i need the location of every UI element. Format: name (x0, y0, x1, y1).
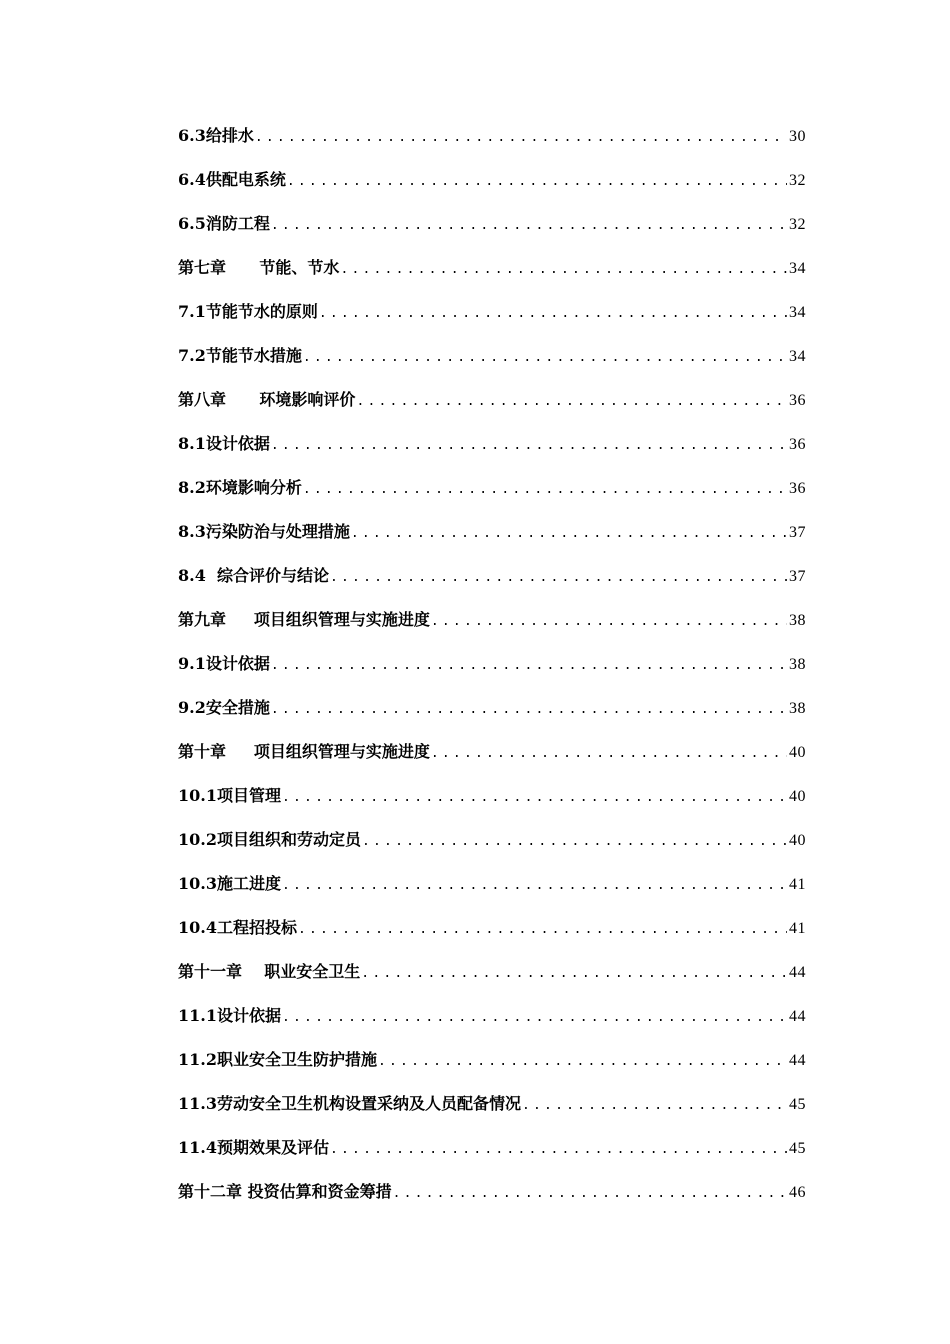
toc-entry[interactable] (178, 915, 806, 959)
toc-entry[interactable] (178, 871, 806, 915)
toc-entry[interactable] (178, 1091, 806, 1135)
toc-entry-title: 第十一章 职业安全卫生 (178, 962, 361, 981)
toc-dot-leader (378, 1049, 787, 1075)
toc-entry-page: 34 (789, 348, 806, 365)
toc-entry-page: 32 (789, 216, 806, 233)
toc-entry-title: 6.3给排水 (178, 126, 254, 145)
toc-dot-leader (271, 653, 787, 679)
toc-entry-page: 45 (789, 1140, 806, 1157)
toc-entry-page: 45 (789, 1096, 806, 1113)
toc-entry-title: 7.1节能节水的原则 (178, 302, 318, 321)
toc-entry-title: 第八章 环境影响评价 (178, 390, 356, 409)
toc-entry-page: 46 (789, 1184, 806, 1201)
toc-entry-title: 第十二章 投资估算和资金筹措 (178, 1182, 392, 1201)
toc-entry[interactable] (178, 827, 806, 871)
toc-entry[interactable] (178, 1003, 806, 1047)
toc-chapter-entry[interactable] (178, 607, 806, 651)
toc-entry-title: 11.2职业安全卫生防护措施 (178, 1050, 377, 1069)
toc-chapter-entry[interactable] (178, 959, 806, 1003)
toc-dot-leader (303, 477, 787, 503)
toc-chapter-entry[interactable] (178, 1179, 806, 1223)
toc-dot-leader (282, 873, 787, 899)
toc-entry[interactable] (178, 123, 806, 167)
toc-entry-title: 8.3污染防治与处理措施 (178, 522, 350, 541)
toc-dot-leader (351, 521, 787, 547)
toc-entry-title: 10.3施工进度 (178, 874, 281, 893)
table-of-contents (178, 123, 806, 1223)
toc-dot-leader (431, 609, 787, 635)
toc-dot-leader (330, 1137, 787, 1163)
toc-entry-title: 10.1项目管理 (178, 786, 281, 805)
toc-entry-title: 第七章 节能、节水 (178, 258, 340, 277)
toc-dot-leader (362, 829, 787, 855)
toc-entry[interactable] (178, 299, 806, 343)
toc-entry[interactable] (178, 563, 806, 607)
toc-entry-page: 37 (789, 524, 806, 541)
toc-entry-title: 6.4供配电系统 (178, 170, 286, 189)
toc-dot-leader (255, 125, 787, 151)
toc-dot-leader (431, 741, 787, 767)
toc-dot-leader (271, 433, 787, 459)
toc-entry-title: 11.4预期效果及评估 (178, 1138, 329, 1157)
toc-entry[interactable] (178, 1047, 806, 1091)
toc-entry-page: 38 (789, 612, 806, 629)
toc-dot-leader (393, 1181, 787, 1207)
toc-entry-page: 40 (789, 832, 806, 849)
toc-chapter-entry[interactable] (178, 255, 806, 299)
toc-entry[interactable] (178, 167, 806, 211)
toc-entry-title: 8.1设计依据 (178, 434, 270, 453)
toc-entry-page: 34 (789, 260, 806, 277)
toc-dot-leader (282, 785, 787, 811)
toc-dot-leader (303, 345, 787, 371)
toc-entry-title: 6.5消防工程 (178, 214, 270, 233)
toc-entry-title: 10.2项目组织和劳动定员 (178, 830, 361, 849)
toc-entry-page: 34 (789, 304, 806, 321)
toc-entry[interactable] (178, 431, 806, 475)
toc-entry-page: 41 (789, 876, 806, 893)
toc-entry[interactable] (178, 651, 806, 695)
toc-entry-title: 第九章 项目组织管理与实施进度 (178, 610, 430, 629)
toc-dot-leader (356, 389, 787, 415)
toc-entry-page: 30 (789, 128, 806, 145)
toc-entry-page: 44 (789, 964, 806, 981)
toc-entry[interactable] (178, 519, 806, 563)
toc-dot-leader (287, 169, 787, 195)
toc-entry-page: 41 (789, 920, 806, 937)
toc-dot-leader (361, 961, 787, 987)
toc-entry-title: 10.4工程招投标 (178, 918, 297, 937)
toc-entry-page: 40 (789, 788, 806, 805)
toc-dot-leader (282, 1005, 787, 1031)
toc-dot-leader (271, 213, 787, 239)
toc-entry-title: 9.1设计依据 (178, 654, 270, 673)
toc-entry-title: 8.2环境影响分析 (178, 478, 302, 497)
toc-entry-title: 11.1设计依据 (178, 1006, 281, 1025)
toc-entry[interactable] (178, 343, 806, 387)
toc-entry-title: 第十章 项目组织管理与实施进度 (178, 742, 430, 761)
toc-dot-leader (298, 917, 787, 943)
toc-entry-page: 44 (789, 1008, 806, 1025)
toc-entry[interactable] (178, 1135, 806, 1179)
toc-entry-page: 36 (789, 392, 806, 409)
toc-entry[interactable] (178, 475, 806, 519)
toc-dot-leader (522, 1093, 787, 1119)
toc-chapter-entry[interactable] (178, 739, 806, 783)
toc-entry-title: 9.2安全措施 (178, 698, 270, 717)
toc-chapter-entry[interactable] (178, 387, 806, 431)
toc-dot-leader (340, 257, 787, 283)
toc-entry[interactable] (178, 783, 806, 827)
toc-entry-page: 44 (789, 1052, 806, 1069)
toc-entry-title: 8.4 综合评价与结论 (178, 566, 329, 585)
toc-dot-leader (319, 301, 787, 327)
toc-entry-page: 38 (789, 656, 806, 673)
toc-entry-title: 7.2节能节水措施 (178, 346, 302, 365)
toc-entry-page: 32 (789, 172, 806, 189)
toc-entry[interactable] (178, 211, 806, 255)
toc-entry-page: 38 (789, 700, 806, 717)
toc-entry-page: 36 (789, 480, 806, 497)
toc-dot-leader (330, 565, 787, 591)
toc-entry[interactable] (178, 695, 806, 739)
toc-dot-leader (271, 697, 787, 723)
toc-entry-page: 40 (789, 744, 806, 761)
toc-entry-page: 37 (789, 568, 806, 585)
toc-entry-title: 11.3劳动安全卫生机构设置采纳及人员配备情况 (178, 1094, 521, 1113)
toc-entry-page: 36 (789, 436, 806, 453)
